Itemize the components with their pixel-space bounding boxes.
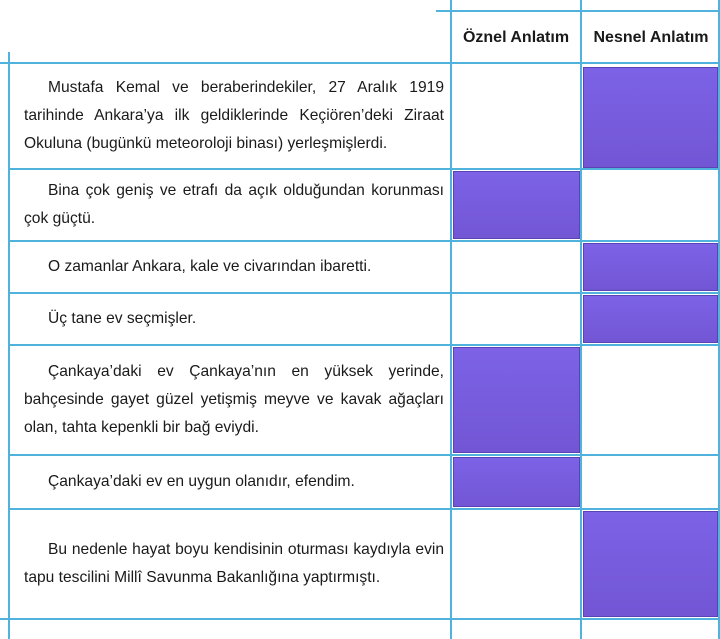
- statement-text: Bu nedenle hayat boyu kendisinin oturması kaydıyla evin tapu tescilini Millî Savunma Bakanlığına yaptırmıştı.: [24, 541, 444, 586]
- statement-text: Mustafa Kemal ve beraberindekiler, 27 Aralık 1919 tarihinde Ankara’ya ilk geldiklerinde Keçiören’deki Ziraat Okuluna (bugünkü meteoroloji binası) yerleşmişlerdi.: [24, 79, 444, 152]
- grid-line: [8, 240, 720, 242]
- answer-cell-row-4-objective[interactable]: [583, 295, 718, 343]
- answer-cell-row-7-objective[interactable]: [583, 511, 718, 617]
- grid-line: [8, 52, 10, 639]
- statement-text: Üç tane ev seçmişler.: [48, 310, 197, 327]
- statement-text: Bina çok geniş ve etrafı da açık olduğundan korunması çok güçtü.: [24, 182, 444, 227]
- statement-text: O zamanlar Ankara, kale ve civarından ibaretti.: [48, 258, 372, 275]
- grid-line: [8, 168, 720, 170]
- grid-line: [8, 454, 720, 456]
- answer-cell-row-5-subjective[interactable]: [453, 347, 580, 453]
- statement-row-2: [24, 170, 444, 240]
- statement-row-3: [24, 242, 444, 292]
- answer-cell-row-6-subjective[interactable]: [453, 457, 580, 507]
- header-subjective: Öznel Anlatım: [462, 29, 570, 46]
- grid-line: [8, 292, 720, 294]
- grid-line: [436, 10, 720, 12]
- statement-row-1: [24, 64, 444, 168]
- statement-text: Çankaya’daki ev en uygun olanıdır, efendim.: [48, 473, 355, 490]
- answer-cell-row-3-objective[interactable]: [583, 243, 718, 291]
- grid-line: [0, 618, 720, 620]
- grid-line: [580, 0, 582, 639]
- statement-row-7: [24, 510, 444, 618]
- statement-row-4: [24, 294, 444, 344]
- statement-row-5: [24, 346, 444, 454]
- answer-cell-row-1-objective[interactable]: [583, 67, 718, 168]
- statement-text: Çankaya’daki ev Çankaya’nın en yüksek yerinde, bahçesinde gayet güzel yetişmiş meyve ve kavak ağaçları olan, tahta kepenkli bir bağ eviydi.: [24, 363, 444, 436]
- grid-line: [0, 62, 720, 64]
- grid-line: [8, 344, 720, 346]
- answer-cell-row-2-subjective[interactable]: [453, 171, 580, 239]
- header-objective: Nesnel Anlatım: [593, 29, 709, 46]
- grid-line: [450, 0, 452, 639]
- statement-row-6: [24, 456, 444, 508]
- grid-line: [8, 508, 720, 510]
